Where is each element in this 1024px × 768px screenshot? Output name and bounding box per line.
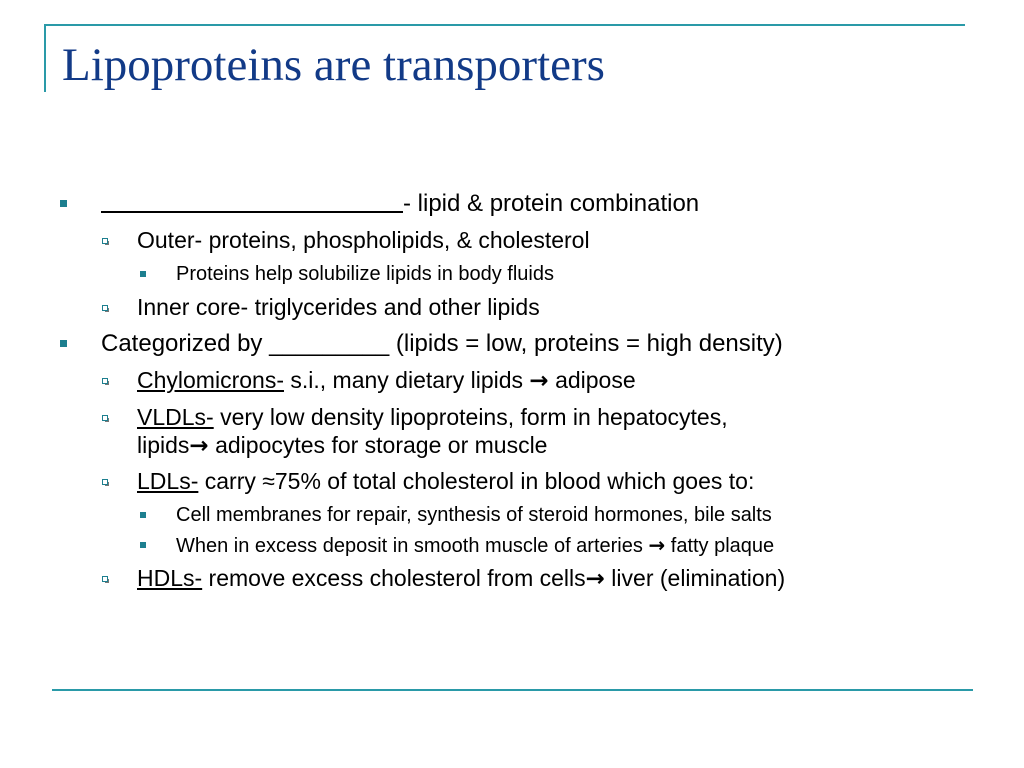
term-label: HDLs- [137, 565, 203, 591]
top-rule [44, 24, 965, 26]
left-rule [44, 24, 46, 92]
bullet-text-tail: fatty plaque [665, 535, 775, 557]
right-arrow-icon: → [648, 533, 666, 557]
filled-square-bullet-icon [140, 542, 146, 548]
sub-bullet-hdls [60, 560, 980, 597]
sub-sub-bullet-solubilize [60, 259, 980, 289]
sub-bullet-inner-core [60, 289, 980, 326]
bullet-text: Inner core- triglycerides and other lipids [137, 294, 540, 320]
sub-bullet-outer [60, 222, 980, 259]
bullet-lipoprotein-definition [60, 186, 980, 222]
bottom-rule [52, 689, 973, 691]
filled-square-bullet-icon [140, 271, 146, 277]
right-arrow-icon: → [189, 433, 209, 459]
sub-sub-bullet-cell-membranes [60, 500, 980, 530]
slide-body [60, 186, 980, 597]
hollow-square-bullet-icon [102, 479, 108, 485]
hollow-square-bullet-icon [102, 238, 108, 244]
sub-bullet-vldls-continuation [60, 430, 980, 463]
bullet-text: very low density lipoproteins, form in hepatocytes, [213, 404, 728, 430]
bullet-text: remove excess cholesterol from cells [202, 565, 586, 591]
hollow-square-bullet-icon [102, 378, 108, 384]
hollow-square-bullet-icon [102, 305, 108, 311]
filled-square-bullet-icon [140, 512, 146, 518]
bullet-text-tail: adipose [548, 367, 636, 393]
bullet-text: Cell membranes for repair, synthesis of steroid hormones, bile salts [176, 504, 772, 526]
sub-bullet-ldls [60, 463, 980, 500]
term-label: Chylomicrons- [137, 367, 284, 393]
bullet-text: s.i., many dietary lipids [283, 367, 530, 393]
slide-title: Lipoproteins are transporters [62, 39, 605, 91]
bullet-text: carry ≈75% of total cholesterol in blood which goes to: [198, 468, 755, 494]
bullet-categorized [60, 326, 980, 362]
term-label: LDLs- [137, 468, 199, 494]
sub-sub-bullet-excess-deposit [60, 530, 980, 560]
bullet-text-tail: adipocytes for storage or muscle [208, 432, 548, 458]
filled-square-bullet-icon [60, 340, 67, 347]
bullet-text: Outer- proteins, phospholipids, & cholesterol [137, 227, 590, 253]
fill-in-blank [101, 187, 403, 213]
filled-square-bullet-icon [60, 200, 67, 207]
bullet-text: - lipid & protein combination [403, 190, 700, 217]
bullet-text-continued: lipids [137, 432, 190, 458]
hollow-square-bullet-icon [102, 576, 108, 582]
bullet-text: Proteins help solubilize lipids in body fluids [176, 263, 554, 285]
bullet-text: Categorized by _________ (lipids = low, proteins = high density) [101, 330, 783, 357]
hollow-square-bullet-icon [102, 415, 108, 421]
right-arrow-icon: → [529, 368, 549, 394]
sub-bullet-chylomicrons [60, 362, 980, 399]
right-arrow-icon: → [585, 566, 605, 592]
term-label: VLDLs- [137, 404, 214, 430]
bullet-text-tail: liver (elimination) [604, 565, 786, 591]
bullet-text: When in excess deposit in smooth muscle of arteries [176, 535, 649, 557]
